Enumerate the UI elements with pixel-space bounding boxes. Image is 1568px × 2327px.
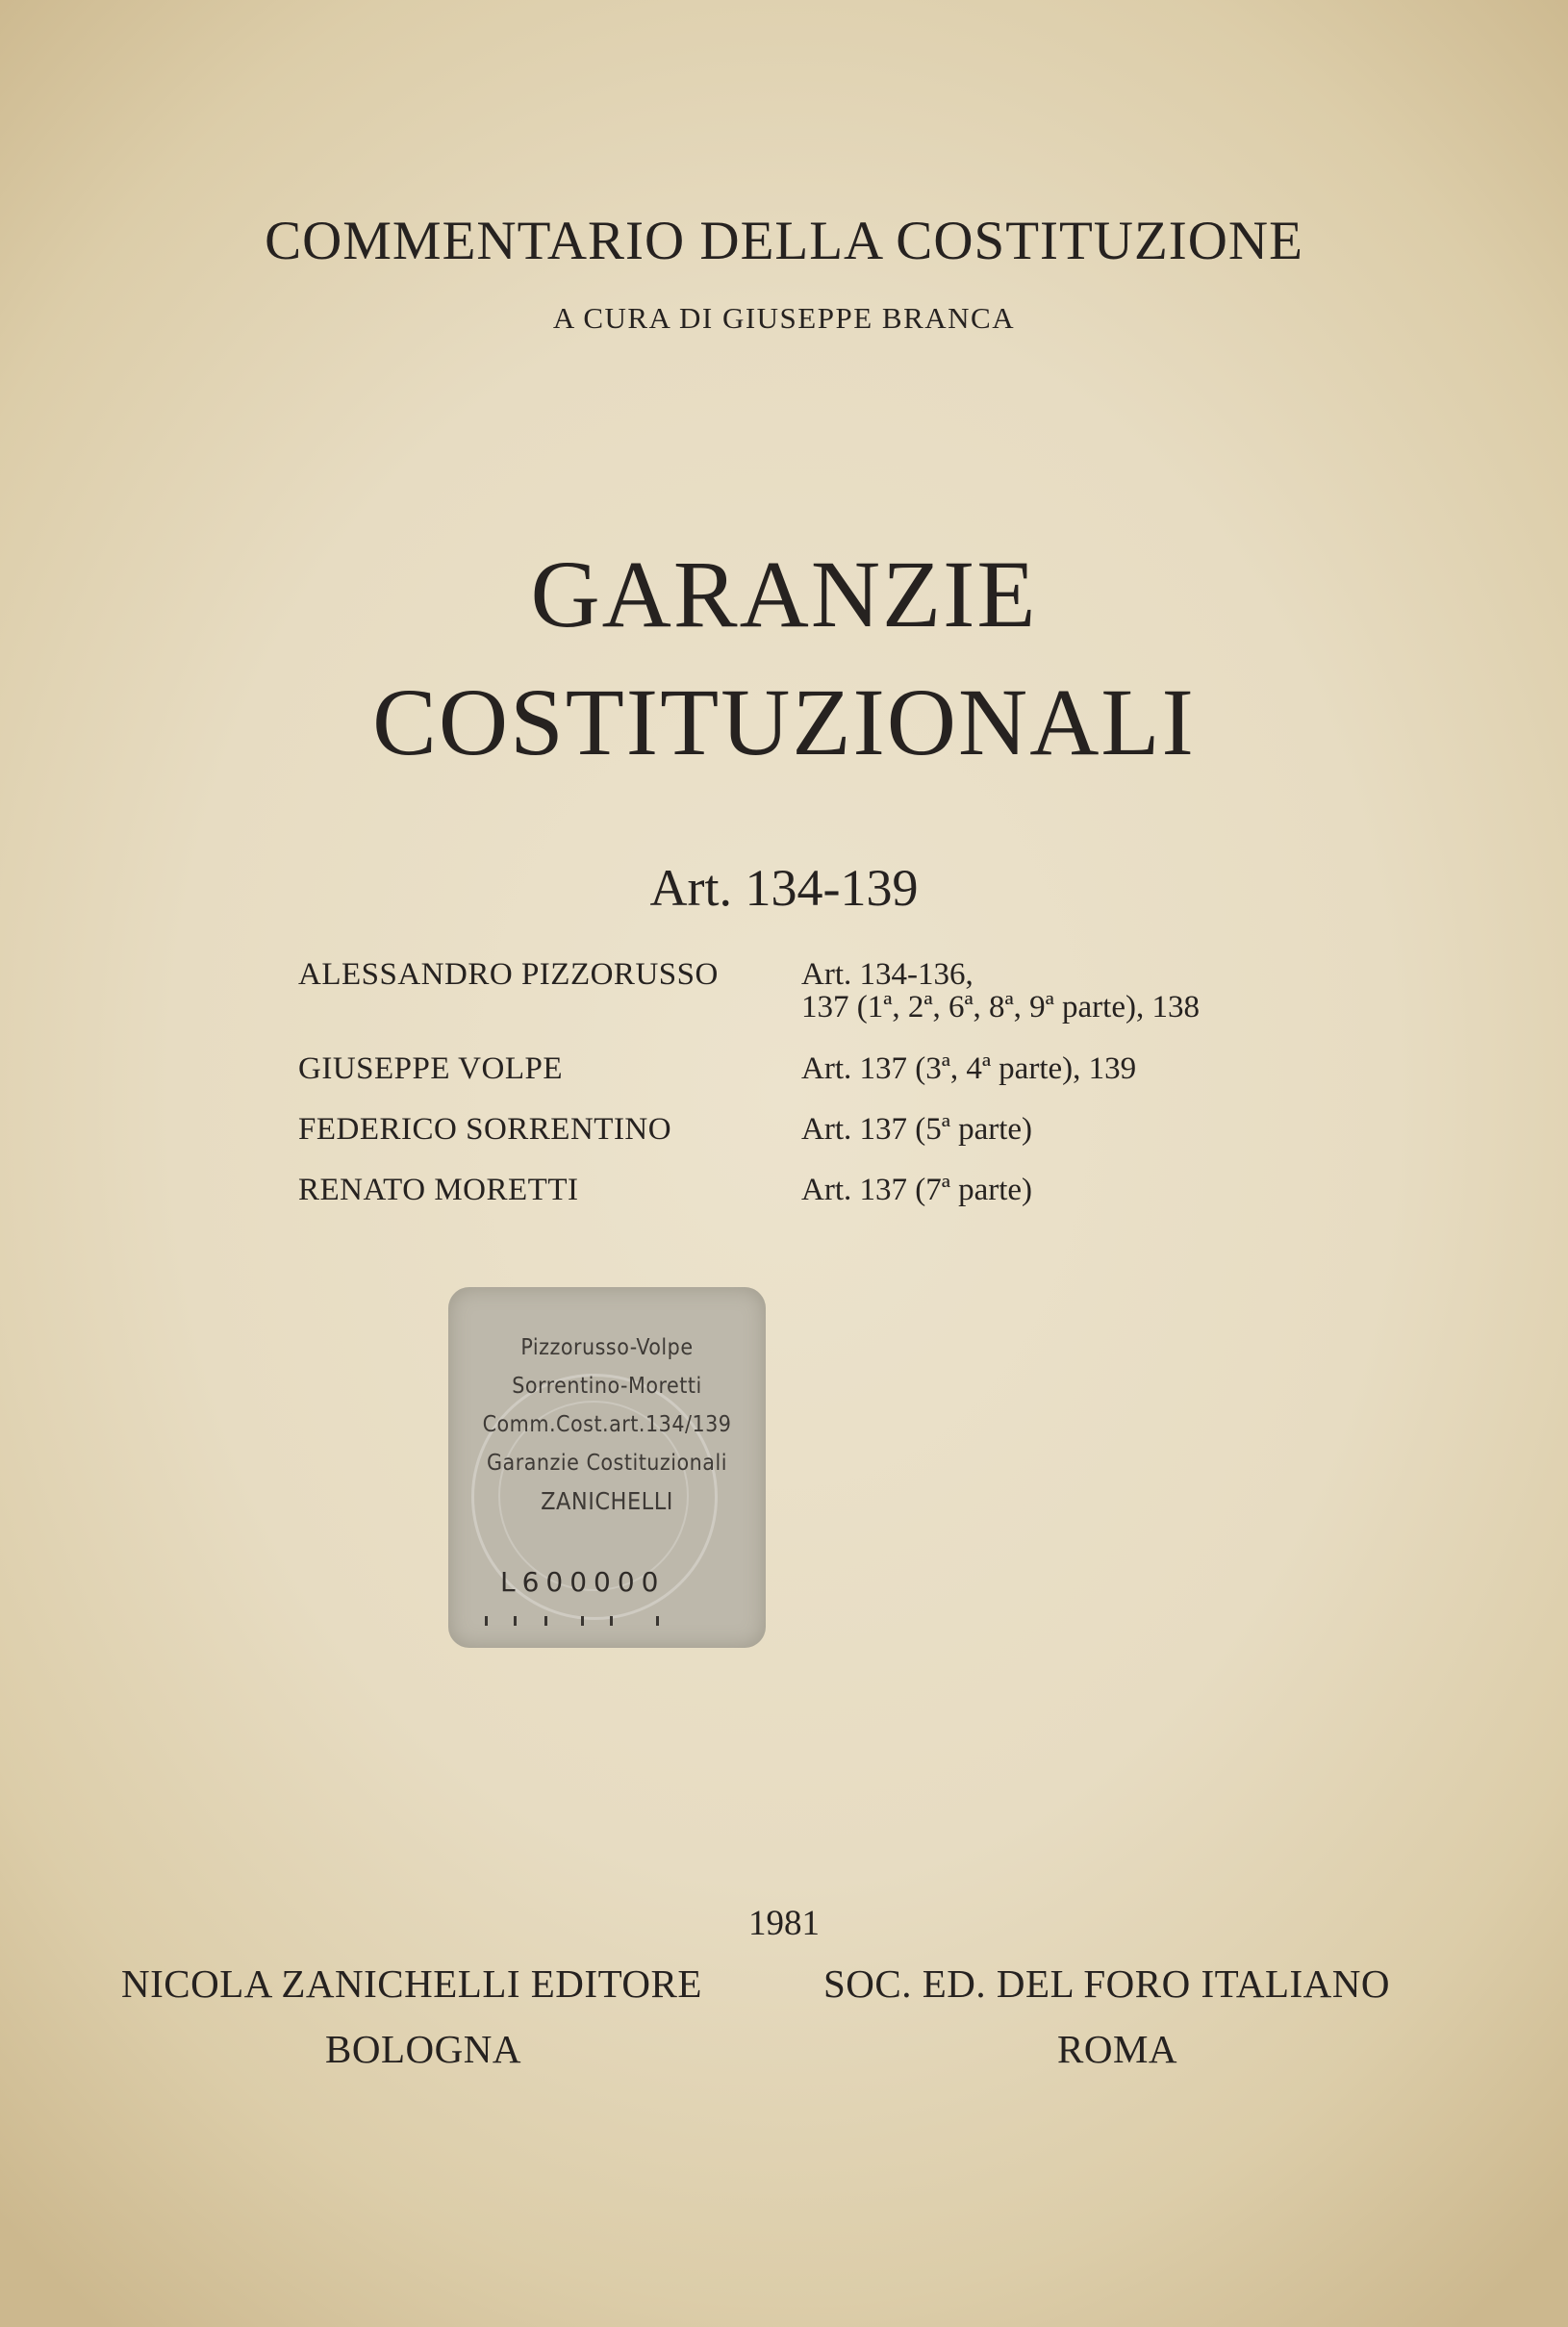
author-name: RENATO MORETTI (298, 1173, 579, 1207)
stamp-line: Comm.Cost.art.134/139 (482, 1412, 732, 1437)
author-articles: Art. 137 (5ª parte) (801, 1112, 1033, 1147)
city-right: ROMA (1057, 2027, 1178, 2071)
city-left: BOLOGNA (325, 2027, 521, 2071)
stamp-ticks (485, 1610, 725, 1630)
stamp-line: Garanzie Costituzionali (487, 1451, 727, 1476)
series-title: COMMENTARIO DELLA COSTITUZIONE (265, 211, 1303, 271)
stamp-line: Sorrentino-Moretti (512, 1374, 702, 1399)
stamp-line: Pizzorusso-Volpe (520, 1335, 694, 1360)
author-articles-cont: 137 (1ª, 2ª, 6ª, 8ª, 9ª parte), 138 (801, 990, 1200, 1024)
editor-line: A CURA DI GIUSEPPE BRANCA (552, 301, 1016, 335)
publisher-left: NICOLA ZANICHELLI EDITORE (121, 1961, 702, 2006)
author-name: GIUSEPPE VOLPE (298, 1051, 564, 1086)
author-name: ALESSANDRO PIZZORUSSO (298, 957, 719, 992)
book-title (0, 541, 1568, 802)
author-articles: Art. 137 (7ª parte) (801, 1173, 1033, 1207)
stamp-code: L600000 (500, 1566, 666, 1598)
book-title-line-1: GARANZIE (530, 541, 1038, 647)
library-stamp (448, 1287, 766, 1648)
articles-range: Art. 134-139 (649, 859, 919, 917)
stamp-publisher: ZANICHELLI (541, 1487, 673, 1515)
publisher-right: SOC. ED. DEL FORO ITALIANO (823, 1961, 1391, 2006)
book-title-line-2: COSTITUZIONALI (372, 669, 1196, 775)
publication-year: 1981 (748, 1904, 820, 1943)
author-articles: Art. 137 (3ª, 4ª parte), 139 (801, 1051, 1137, 1086)
author-articles: Art. 134-136, (801, 957, 974, 992)
author-name: FEDERICO SORRENTINO (298, 1112, 672, 1147)
